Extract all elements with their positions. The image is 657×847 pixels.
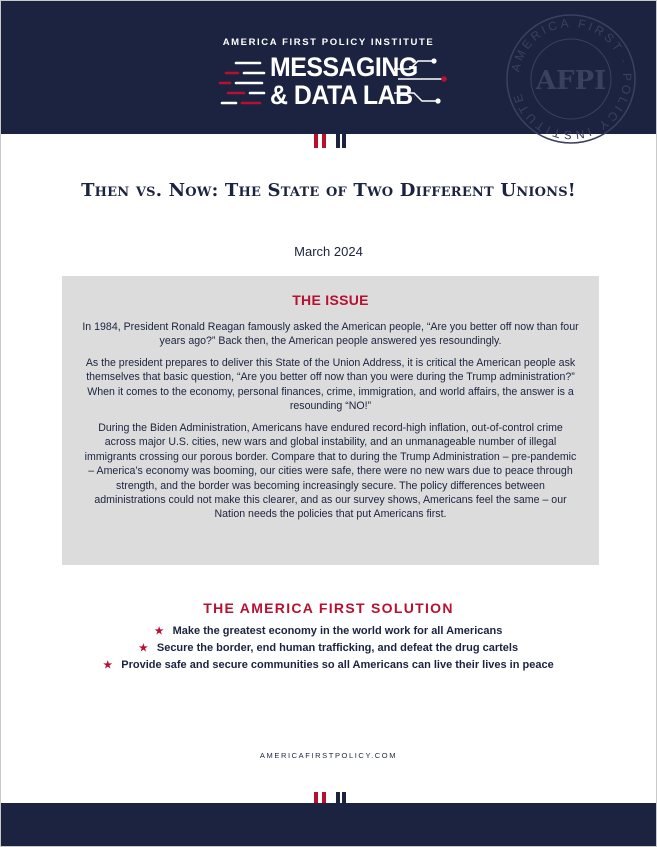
issue-heading: THE ISSUE [292,292,369,308]
ribbon-marker-top [314,134,350,148]
star-icon: ★ [138,643,148,654]
solution-item [1,657,656,674]
issue-paragraph-1: In 1984, President Ronald Reagan famously asked the American people, “Are you better off now than four years ago?” Back then, the American people answered yes resoundingly. [82,321,579,348]
solution-item [1,623,656,640]
star-icon: ★ [154,626,164,637]
seal-mark: AFPI [535,66,607,96]
solution-item-text: Provide safe and secure communities so all Americans can live their lives in peace [121,659,554,671]
brand-line-2: & DATA LAB [270,80,413,110]
issue-paragraph-3: During the Biden Administration, Americans have endured record-high inflation, out-of-control crime across major U.S. cities, new wars and global instability, and an unmanageable number of illegal immigrants crossing our porous border. Compare that to during the Trump Administration – pre-pandemic – America’s economy was booming, our cities were safe, there were no new wars due to peace through strength, and the border was becoming increasingly secure. The policy differences between administrations could not make this clearer, and as our survey shows, Americans feel the same – our Nation needs the policies that put Americans first. [84,422,577,521]
issue-box [62,276,599,565]
solution-list [1,623,656,674]
brand-line-1: MESSAGING [270,52,418,82]
solution-heading: THE AMERICA FIRST SOLUTION [203,600,454,616]
issue-paragraph-2: As the president prepares to deliver this State of the Union Address, it is critical the American people ask themselves that basic question, “Are you better off now than you were during the Trump administration?” When it comes to the economy, personal finances, crime, immigration, and world affairs, the answer is a resounding “NO!” [85,357,576,413]
brand-logo [214,53,454,113]
solution-item-text: Secure the border, end human trafficking, and defeat the drug cartels [156,642,519,654]
solution-item [1,640,656,657]
page-footer [1,803,656,846]
seal-ring-text: AMERICA FIRST · POLICY INSTITUTE [508,15,635,143]
page-title: Then vs. Now: The State of Two Different Unions! [81,180,576,201]
website-link[interactable]: AMERICAFIRSTPOLICY.COM [259,751,398,760]
page-header [1,1,656,143]
afpi-seal-icon [501,9,641,149]
org-name: AMERICA FIRST POLICY INSTITUTE [222,37,435,48]
star-icon: ★ [103,660,113,671]
solution-item-text: Make the greatest economy in the world work for all Americans [172,625,503,637]
publication-date: March 2024 [294,244,363,259]
